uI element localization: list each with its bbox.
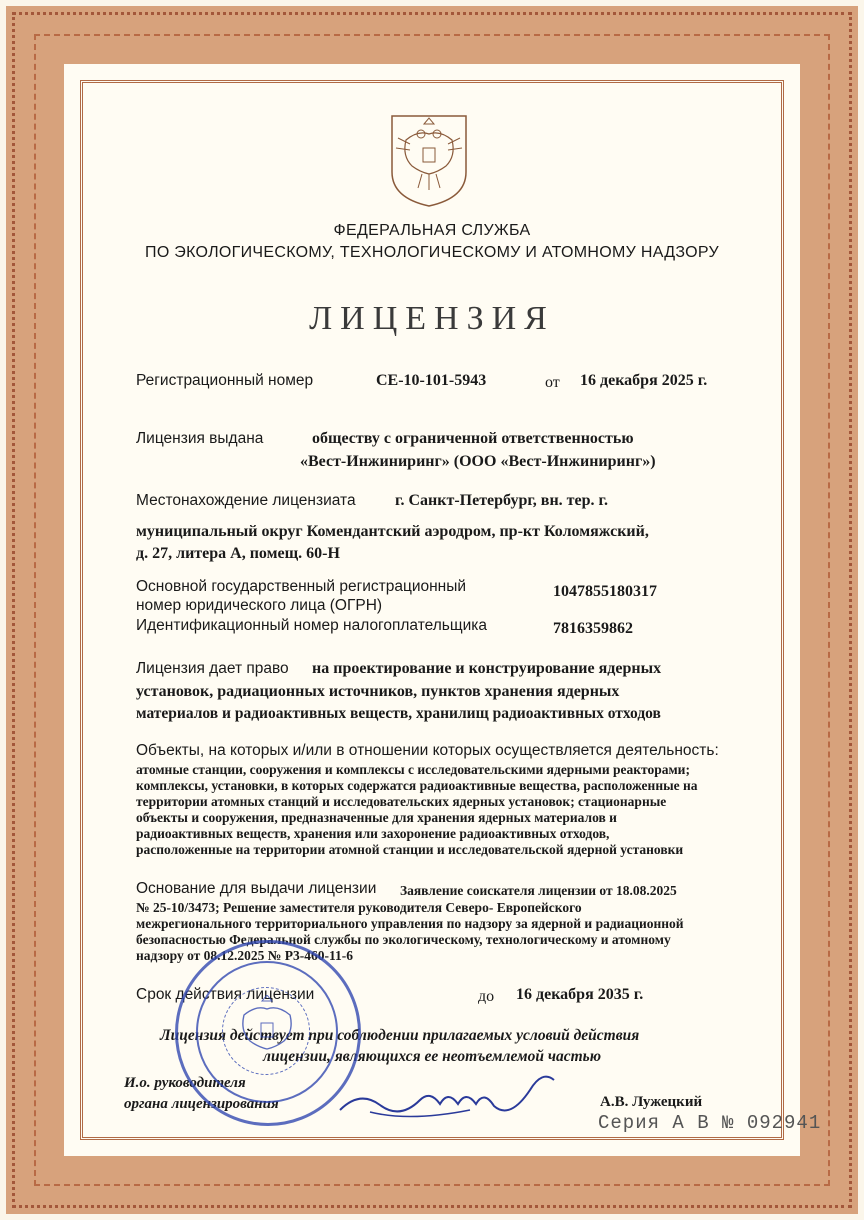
location-line-3: д. 27, литера А, помещ. 60-Н [136,545,340,562]
objects-line: радиоактивных веществ, хранения или захоронение радиоактивных отходов, [136,826,610,841]
basis-first-line: Заявление соискателя лицензии от 18.08.2025 [400,883,677,898]
issued-to-label: Лицензия выдана [136,430,264,447]
objects-line: расположенные на территории атомной станции и исследовательской ядерной установки [136,842,684,857]
registration-label: Регистрационный номер [136,372,314,389]
signer-role-1: И.о. руководителя [124,1075,246,1091]
official-seal [175,940,361,1126]
agency-line-1: ФЕДЕРАЛЬНАЯ СЛУЖБА [333,222,531,239]
objects-line: комплексы, установки, в которых содержатся радиоактивные вещества, расположенные на [136,778,698,793]
condition-line-1: Лицензия действует при соблюдении прилагаемых условий действия [160,1027,640,1044]
basis-line: безопасностью Федеральной службы по экологическому, технологическому и атомному [136,932,671,947]
condition-line-2: лицензии, являющихся ее неотъемлемой частью [263,1048,602,1065]
location-line-1: г. Санкт-Петербург, вн. тер. г. [395,492,608,509]
validity-until-label: до [478,988,495,1005]
objects-label: Объекты, на которых и/или в отношении которых осуществляется деятельность: [136,742,719,759]
basis-line: надзору от 08.12.2025 № Р3-460-11-6 [136,948,353,963]
ogrn-value: 1047855180317 [553,583,657,600]
basis-label: Основание для выдачи лицензии [136,880,377,897]
rights-line-1: на проектирование и конструирование ядерных [312,660,662,677]
rights-line-2: установок, радиационных источников, пунктов хранения ядерных [136,683,620,700]
basis-line: межрегионального территориального управления по надзору за ядерной и радиационной [136,916,684,931]
rights-label: Лицензия дает право [136,660,289,677]
handwritten-signature [330,1060,570,1130]
registration-number: CE-10-101-5943 [376,372,487,389]
seal-eagle-icon [234,995,300,1067]
objects-text [136,762,740,858]
location-line-2: муниципальный округ Комендантский аэродром, пр-кт Коломяжский, [136,523,649,540]
basis-line: № 25-10/3473; Решение заместителя руководителя Северо- Европейского [136,900,582,915]
signer-name: А.В. Лужецкий [600,1094,703,1110]
series-number: Серия А В № 092941 [598,1112,822,1134]
validity-date: 16 декабря 2035 г. [516,986,644,1003]
objects-line: объекты и сооружения, предназначенные для хранения ядерных материалов и [136,810,617,825]
signer-role-2: органа лицензирования [124,1096,279,1112]
ogrn-label-2: номер юридического лица (ОГРН) [136,597,383,614]
agency-line-2: ПО ЭКОЛОГИЧЕСКОМУ, ТЕХНОЛОГИЧЕСКОМУ И АТОМНОМУ НАДЗОРУ [145,244,719,261]
issued-to-line-1: обществу с ограниченной ответственностью [312,430,634,447]
objects-line: атомные станции, сооружения и комплексы с исследовательскими ядерными реакторами; [136,762,690,777]
objects-line: территории атомных станций и исследовательских ядерных установок; стационарные [136,794,667,809]
rights-line-3: материалов и радиоактивных веществ, хранилищ радиоактивных отходов [136,705,661,722]
coat-of-arms-icon [388,112,470,208]
issued-to-line-2: «Вест-Инжиниринг» (ООО «Вест-Инжиниринг») [300,453,656,470]
validity-label: Срок действия лицензии [136,986,315,1003]
inn-label: Идентификационный номер налогоплательщика [136,617,488,634]
registration-date: 16 декабря 2025 г. [580,372,708,389]
location-label: Местонахождение лицензиата [136,492,356,509]
registration-from-label: от [545,374,560,391]
document-title: ЛИЦЕНЗИЯ [309,300,555,337]
inn-value: 7816359862 [553,620,633,637]
ogrn-label-1: Основной государственный регистрационный [136,578,467,595]
